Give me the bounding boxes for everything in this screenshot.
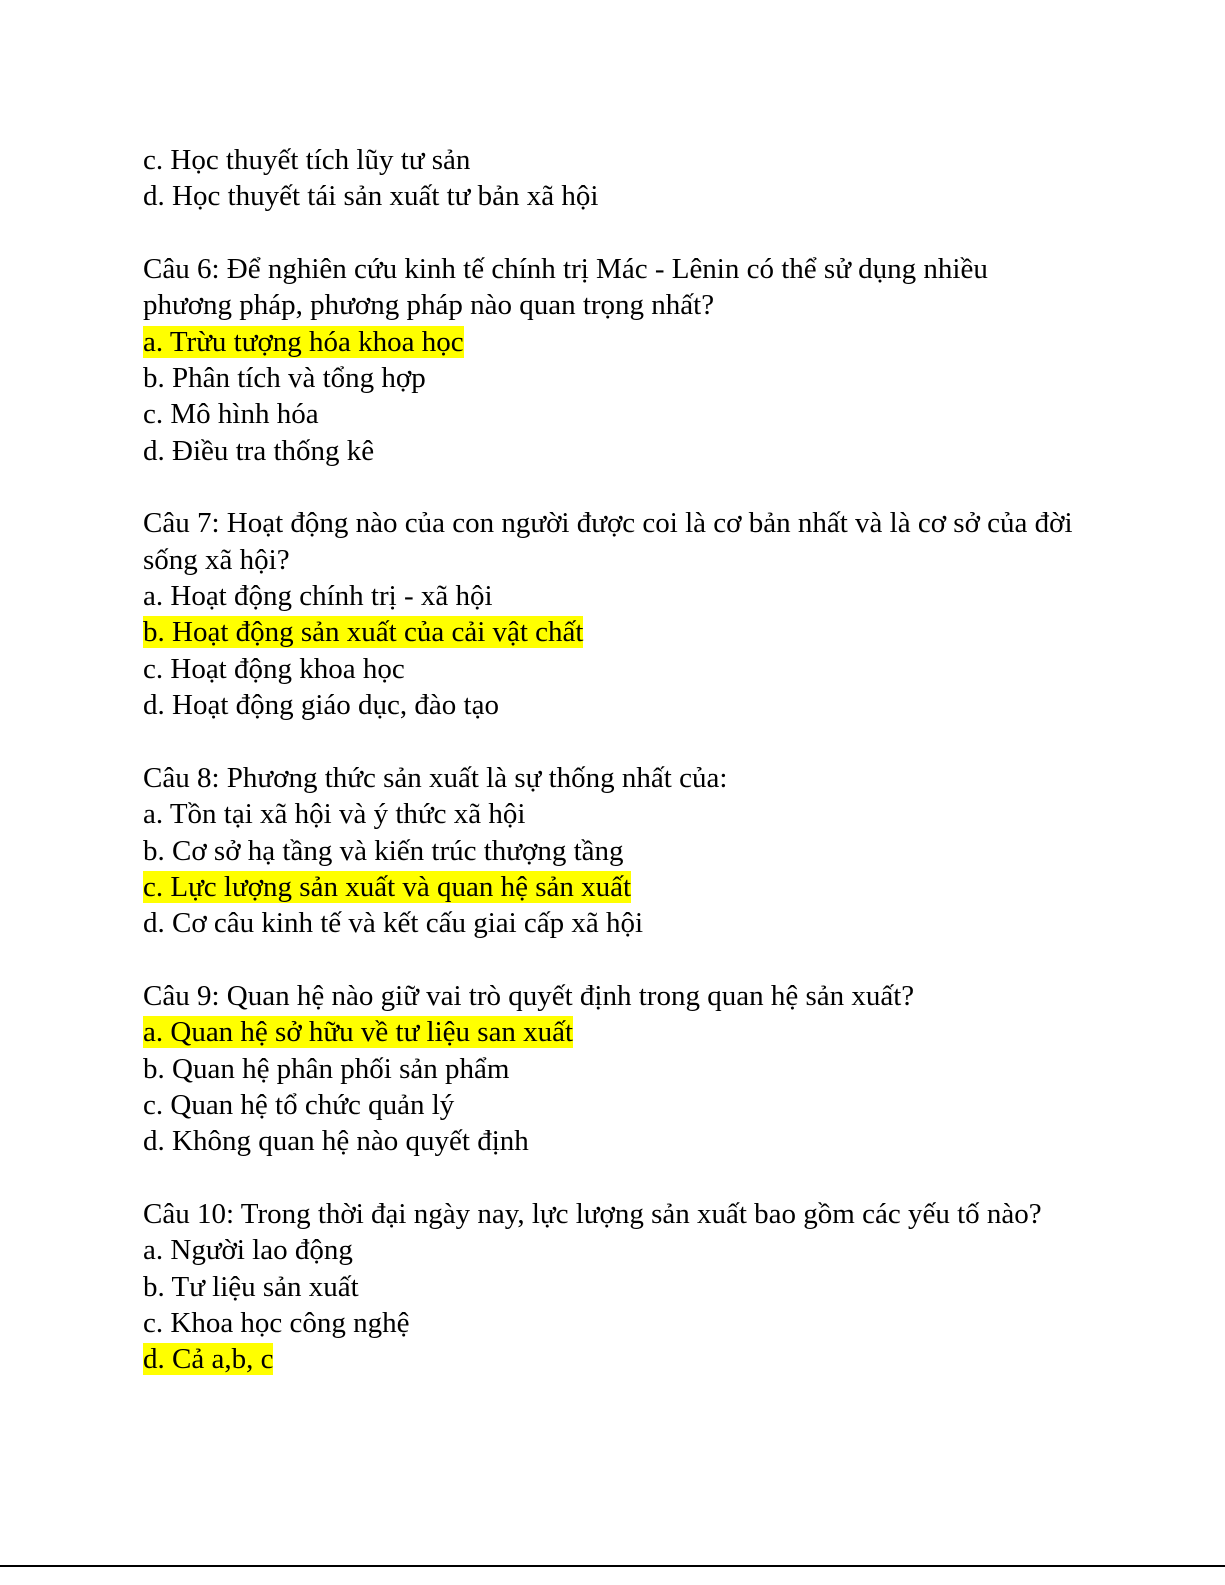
question-10 <box>143 1196 1083 1378</box>
option-a <box>143 578 1083 614</box>
option-a <box>143 324 1083 360</box>
option-d <box>143 687 1083 723</box>
option-text: b. Quan hệ phân phối sản phẩm <box>143 1052 510 1085</box>
option-b <box>143 1051 1083 1087</box>
answer-highlight: a. Quan hệ sở hữu về tư liệu san xuất <box>143 1016 574 1049</box>
option-text: c. Hoạt động khoa học <box>143 652 405 685</box>
option-text: a. Hoạt động chính trị - xã hội <box>143 580 493 613</box>
quiz-content <box>143 142 1083 1378</box>
spacer <box>143 215 1083 251</box>
option-text: c. Học thuyết tích lũy tư sản <box>143 144 471 176</box>
option-a <box>143 796 1083 832</box>
option-d <box>143 1123 1083 1159</box>
question-text: Câu 6: Để nghiên cứu kinh tế chính trị Mác - Lênin có thể sử dụng nhiều phương pháp, phương pháp nào quan trọng nhất? <box>143 252 988 322</box>
question-text: Câu 7: Hoạt động nào của con người được coi là cơ bản nhất và là cơ sở của đời sống xã hội? <box>143 507 1073 576</box>
option-text: d. Học thuyết tái sản xuất tư bản xã hội <box>143 180 599 213</box>
option-text: a. Tồn tại xã hội và ý thức xã hội <box>143 798 526 831</box>
answer-highlight: b. Hoạt động sản xuất của cải vật chất <box>143 616 584 649</box>
option-c <box>143 1305 1083 1341</box>
question-9 <box>143 978 1083 1160</box>
option-text: d. Không quan hệ nào quyết định <box>143 1125 529 1158</box>
option-b <box>143 360 1083 396</box>
option-text: b. Cơ sở hạ tầng và kiến trúc thượng tầng <box>143 834 624 867</box>
page-bottom-border <box>0 1565 1225 1567</box>
question-8 <box>143 760 1083 942</box>
option-text: c. Khoa học công nghệ <box>143 1306 410 1339</box>
spacer <box>143 1160 1083 1196</box>
question-text: Câu 8: Phương thức sản xuất là sự thống nhất của: <box>143 761 728 794</box>
spacer <box>143 469 1083 505</box>
spacer <box>143 724 1083 760</box>
answer-highlight: c. Lực lượng sản xuất và quan hệ sản xuất <box>143 870 632 903</box>
option-text: b. Phân tích và tổng hợp <box>143 362 426 395</box>
option-text: d. Hoạt động giáo dục, đào tạo <box>143 689 499 722</box>
option-text: d. Điều tra thống kê <box>143 434 375 467</box>
option-text: d. Cơ câu kinh tế và kết cấu giai cấp xã hội <box>143 907 644 940</box>
question-text: Câu 9: Quan hệ nào giữ vai trò quyết định trong quan hệ sản xuất? <box>143 979 915 1012</box>
continuation-option <box>143 178 1083 214</box>
option-c <box>143 1087 1083 1123</box>
option-d <box>143 905 1083 941</box>
option-d <box>143 433 1083 469</box>
continuation-option <box>143 142 1083 178</box>
answer-highlight: d. Cả a,b, c <box>143 1343 274 1376</box>
option-b <box>143 1269 1083 1305</box>
question-text: Câu 10: Trong thời đại ngày nay, lực lượng sản xuất bao gồm các yếu tố nào? <box>143 1197 1042 1230</box>
option-b <box>143 614 1083 650</box>
option-c <box>143 396 1083 432</box>
option-text: b. Tư liệu sản xuất <box>143 1270 359 1303</box>
option-text: c. Quan hệ tổ chức quản lý <box>143 1088 455 1121</box>
option-text: c. Mô hình hóa <box>143 398 319 431</box>
option-a <box>143 1014 1083 1050</box>
option-d <box>143 1341 1083 1377</box>
continuation-block <box>143 142 1083 215</box>
question-6 <box>143 251 1083 469</box>
spacer <box>143 942 1083 978</box>
question-7 <box>143 505 1083 723</box>
option-c <box>143 869 1083 905</box>
option-b <box>143 833 1083 869</box>
answer-highlight: a. Trừu tượng hóa khoa học <box>143 325 464 358</box>
option-c <box>143 651 1083 687</box>
option-text: a. Người lao động <box>143 1234 353 1267</box>
option-a <box>143 1232 1083 1268</box>
